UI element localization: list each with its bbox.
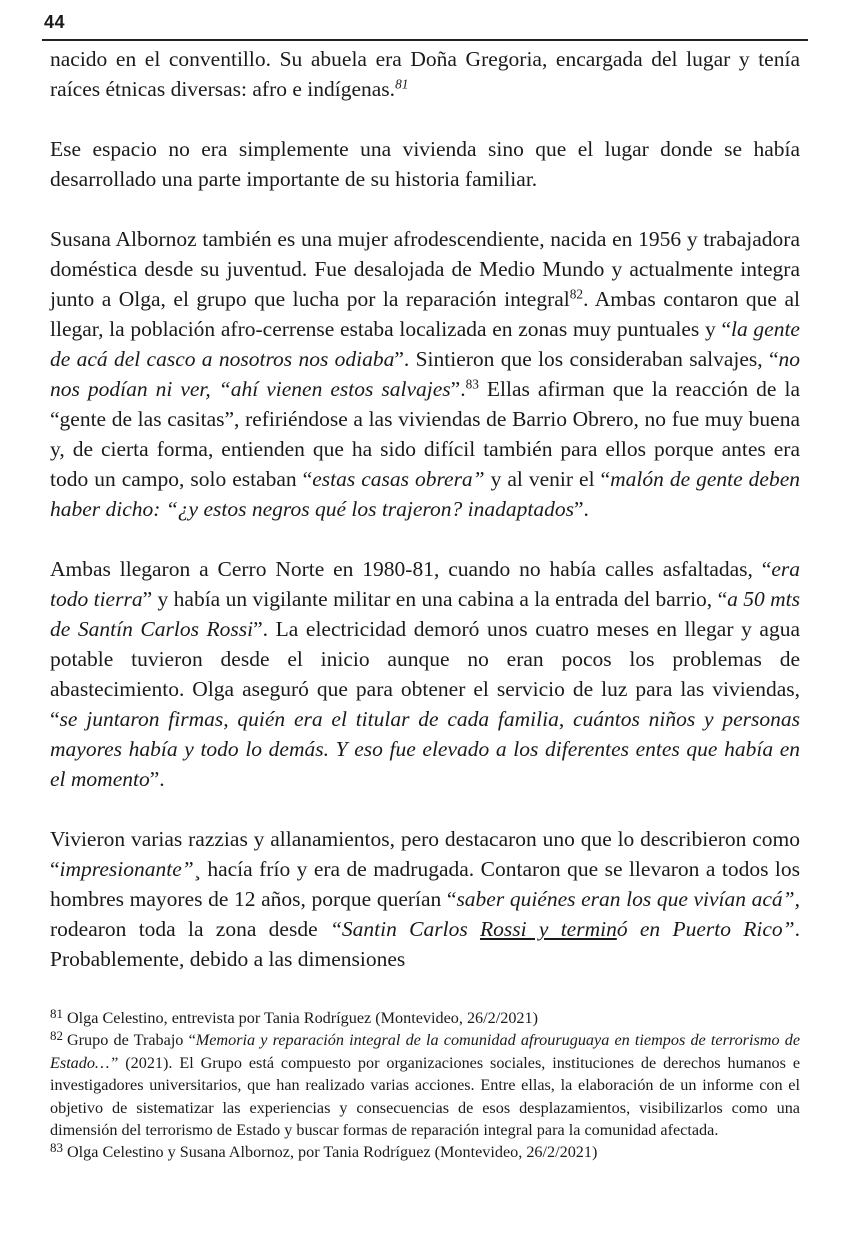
text-run: Ellas afirman que la reacción de la “gente de las casitas”, refiriéndose a las viviendas de Barrio Obrero, no fue muy buena y, de cierta forma, entienden que ha sido difícil también para ellos porque antes era todo un campo, solo estaban “ — [50, 377, 801, 491]
quote: “Santin Carlos — [329, 917, 480, 941]
text-run: . Probablemente, debido a las dimensiones — [50, 917, 801, 971]
footnote-ref-82[interactable]: 82 — [569, 286, 584, 302]
paragraph-5 — [50, 824, 800, 974]
text-run: ”. — [573, 497, 589, 521]
text-run: Ese espacio no era simplemente una vivienda sino que el lugar donde se había desarrollado una parte importante de su historia familiar. — [50, 137, 800, 191]
text-run: ” y había un vigilante militar en una cabina a la entrada del barrio, “ — [142, 587, 728, 611]
paragraph-3 — [50, 224, 800, 524]
text-run: ”. — [149, 767, 165, 791]
quote: se juntaron firmas, quién era el titular de cada familia, cuántos niños y personas mayores había y todo lo demás. Y eso fue elevado a los diferentes entes que había en el momento — [50, 707, 800, 791]
footnote-text: Grupo de Trabajo “ — [66, 1031, 196, 1050]
page-number: 44 — [44, 12, 66, 32]
text-run: y al venir el “ — [484, 467, 611, 491]
text-run: rodearon toda la zona desde — [50, 917, 330, 941]
text-run: ”. — [450, 377, 466, 401]
paragraph-2 — [50, 134, 800, 194]
text-run: Ambas llegaron a Cerro Norte en 1980-81, cuando no había calles asfaltadas, “ — [50, 557, 772, 581]
text-run: Susana Albornoz también es una mujer afrodescendiente, nacida en 1956 y trabajadora doméstica desde su juventud. Fue desalojada de Medio Mundo y actualmente integra junto a Olga, el grupo que lucha por la reparación integral — [50, 227, 800, 311]
footnote-number: 82 — [50, 1028, 63, 1044]
footnote-82 — [50, 1029, 800, 1141]
paragraph-1 — [50, 44, 800, 104]
footnote-text: (2021). El Grupo está compuesto por organizaciones sociales, instituciones de derechos humanos e investigadores universitarios, que han realizado varias acciones. Entre ellas, la elaboración de un informe con el objetivo de sistematizar las experiencias y consecuencias de esos desplazamientos, visibilizarlos como una dimensión del terrorismo de Estado y buscar formas de reparación integral para la comunidad afectada. — [50, 1053, 800, 1140]
quote: a 50 mts de Santín Carlos Rossi — [50, 587, 801, 641]
footnote-ref-81[interactable]: 81 — [395, 76, 409, 92]
footnote-number: 81 — [50, 1005, 63, 1021]
text-run: ”. La electricidad demoró unos cuatro meses en llegar y agua potable tuvieron desde el inicio aunque no eran pocos los problemas de abastecimiento. Olga aseguró que para obtener el servicio de luz para las viviendas, “ — [50, 617, 800, 731]
footnote-text: Olga Celestino, entrevista por Tania Rodríguez (Montevideo, 26/2/2021) — [66, 1009, 539, 1027]
text-run: ”. Sintieron que los consideraban salvajes, “ — [394, 347, 779, 371]
quote: no nos podían ni ver, “ahí vienen estos salvajes — [50, 347, 801, 401]
quote: saber quiénes eran los que vivían acá”, — [456, 887, 800, 911]
quote-underlined: Rossi y termin — [479, 917, 617, 941]
footnotes — [50, 1007, 800, 1164]
text-run: Vivieron varias razzias y allanamientos, pero destacaron uno que lo describieron como “ — [50, 827, 800, 881]
quote: estas casas obrera” — [312, 467, 485, 491]
text-run: ¸ hacía frío y era de madrugada. Contaron que se llevaron a todos los hombres mayores de 12 años, porque querían “ — [50, 857, 800, 911]
quote: impresionante” — [59, 857, 194, 881]
quote: ó en Puerto Rico” — [616, 917, 795, 941]
footnote-ref-83[interactable]: 83 — [465, 376, 479, 392]
text-run: nacido en el conventillo. Su abuela era Doña Gregoria, encargada del lugar y tenía raíces étnicas diversas: afro e indígenas. — [50, 47, 800, 101]
footnote-title: Memoria y reparación integral de la comunidad afrouruguaya en tiempos de terrorismo de Estado…” — [50, 1031, 801, 1072]
quote: era todo tierra — [50, 557, 800, 611]
body-text — [50, 44, 800, 974]
footnote-number: 83 — [50, 1140, 63, 1156]
footnote-83 — [50, 1141, 800, 1163]
text-run: . Ambas contaron que al llegar, la población afro-cerrense estaba localizada en zonas muy puntuales y “ — [50, 287, 800, 341]
quote: malón de gente deben haber dicho: “¿y estos negros qué los trajeron? inadaptados — [50, 467, 801, 521]
header-rule — [42, 39, 808, 41]
quote: la gente de acá del casco a nosotros nos odiaba — [50, 317, 800, 371]
footnote-text: Olga Celestino y Susana Albornoz, por Tania Rodríguez (Montevideo, 26/2/2021) — [66, 1143, 598, 1162]
footnote-81 — [50, 1007, 800, 1029]
paragraph-4 — [50, 554, 800, 794]
